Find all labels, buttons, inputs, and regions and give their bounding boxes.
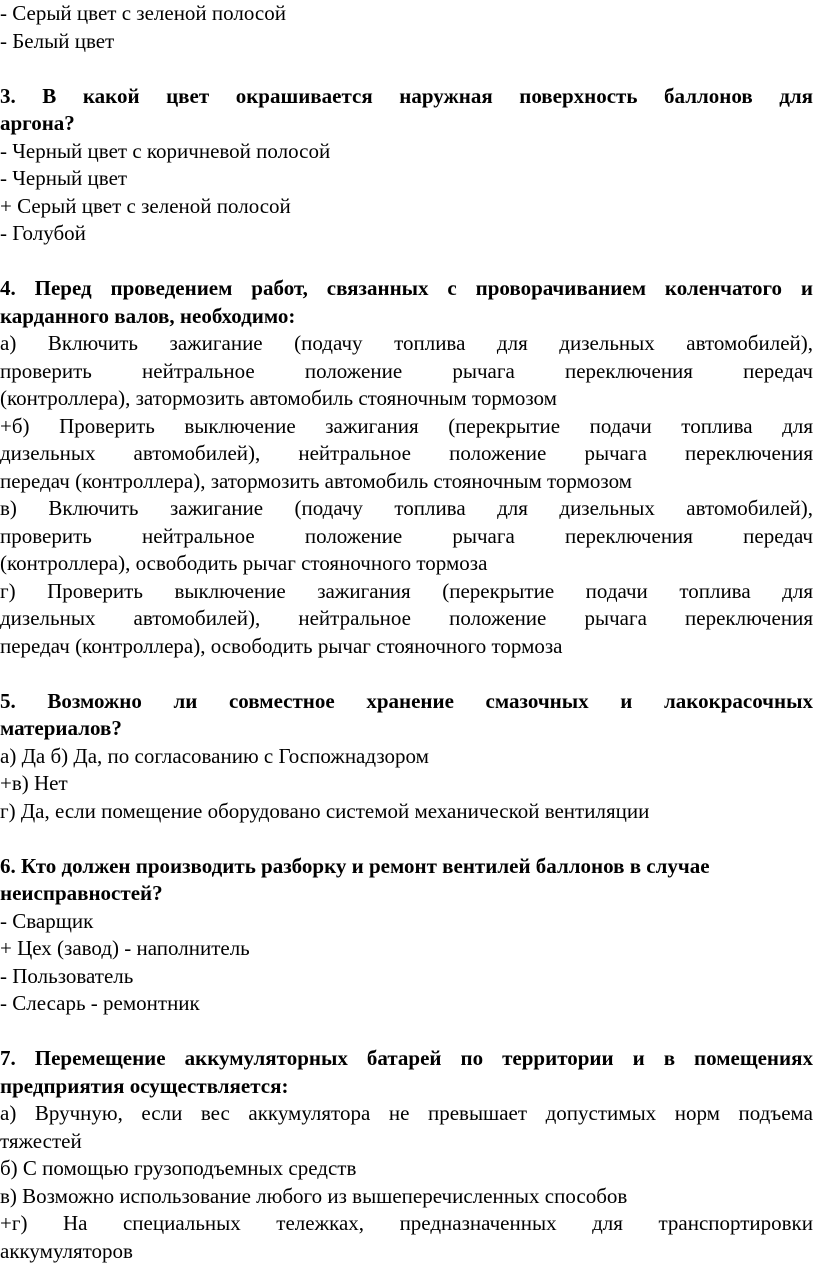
option-line: - Слесарь - ремонтник [0, 990, 813, 1018]
question-title [0, 83, 813, 138]
option-line: - Черный цвет [0, 165, 813, 193]
question-title [0, 1045, 813, 1100]
option-line: - Черный цвет с коричневой полосой [0, 138, 813, 166]
option-line: аккумуляторов [0, 1238, 813, 1265]
question-title-line: 6. Кто должен производить разборку и ремонт вентилей баллонов в случае [0, 853, 813, 881]
option-line: (контроллера), затормозить автомобиль стояночным тормозом [0, 385, 813, 413]
option-line: дизельных автомобилей), нейтральное положение рычага переключения [0, 440, 813, 468]
question-title [0, 688, 813, 743]
option-line: а) Да б) Да, по согласованию с Госпожнадзором [0, 743, 813, 771]
answer-options [0, 1100, 813, 1265]
question-title-line: 5. Возможно ли совместное хранение смазочных и лакокрасочных [0, 688, 813, 716]
option-line: + Серый цвет с зеленой полосой [0, 193, 813, 221]
question-7 [0, 1045, 813, 1265]
option-line: +г) На специальных тележках, предназначенных для транспортировки [0, 1210, 813, 1238]
option-line: - Сварщик [0, 908, 813, 936]
question-title-line: карданного валов, необходимо: [0, 303, 813, 331]
answer-options [0, 330, 813, 660]
question-3 [0, 83, 813, 248]
question-title-line: аргона? [0, 110, 813, 138]
option-line: проверить нейтральное положение рычага переключения передач [0, 523, 813, 551]
option-line: г) Проверить выключение зажигания (перекрытие подачи топлива для [0, 578, 813, 606]
answer-options [0, 138, 813, 248]
option-line: + Цех (завод) - наполнитель [0, 935, 813, 963]
option-line: - Серый цвет с зеленой полосой [0, 0, 813, 28]
question-title-line: 3. В какой цвет окрашивается наружная поверхность баллонов для [0, 83, 813, 111]
question-6 [0, 853, 813, 1018]
option-line: передач (контроллера), затормозить автомобиль стояночным тормозом [0, 468, 813, 496]
question-title [0, 853, 813, 908]
option-line: (контроллера), освободить рычаг стояночного тормоза [0, 550, 813, 578]
option-line: +б) Проверить выключение зажигания (перекрытие подачи топлива для [0, 413, 813, 441]
option-line: дизельных автомобилей), нейтральное положение рычага переключения [0, 605, 813, 633]
option-line: г) Да, если помещение оборудовано системой механической вентиляции [0, 798, 813, 826]
question-4 [0, 275, 813, 660]
option-line: - Голубой [0, 220, 813, 248]
question-title-line: 7. Перемещение аккумуляторных батарей по территории и в помещениях [0, 1045, 813, 1073]
option-line: а) Включить зажигание (подачу топлива для дизельных автомобилей), [0, 330, 813, 358]
question-title-line: неисправностей? [0, 880, 813, 908]
option-line: +в) Нет [0, 770, 813, 798]
option-line: передач (контроллера), освободить рычаг стояночного тормоза [0, 633, 813, 661]
option-line: в) Включить зажигание (подачу топлива для дизельных автомобилей), [0, 495, 813, 523]
option-line: а) Вручную, если вес аккумулятора не превышает допустимых норм подъема [0, 1100, 813, 1128]
question-5 [0, 688, 813, 826]
answer-options [0, 743, 813, 826]
answer-options [0, 908, 813, 1018]
option-line: б) С помощью грузоподъемных средств [0, 1155, 813, 1183]
option-line: проверить нейтральное положение рычага переключения передач [0, 358, 813, 386]
question-title-line: 4. Перед проведением работ, связанных с проворачиванием коленчатого и [0, 275, 813, 303]
question-title-line: материалов? [0, 715, 813, 743]
question-title [0, 275, 813, 330]
option-line: в) Возможно использование любого из вышеперечисленных способов [0, 1183, 813, 1211]
option-line: - Белый цвет [0, 28, 813, 56]
option-line: - Пользователь [0, 963, 813, 991]
question-title-line: предприятия осуществляется: [0, 1073, 813, 1101]
option-line: тяжестей [0, 1128, 813, 1156]
top-options [0, 0, 813, 55]
